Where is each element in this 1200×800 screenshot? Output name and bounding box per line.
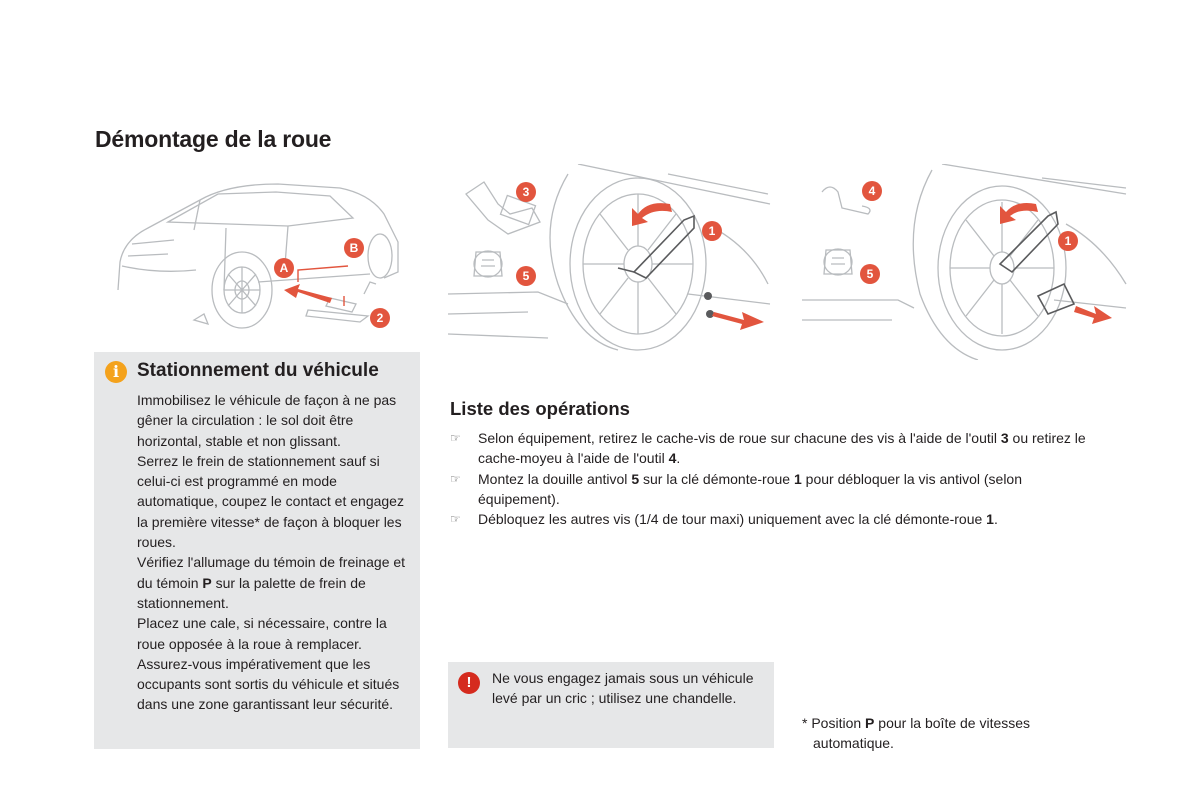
parking-body [137,390,417,715]
callout-3: 3 [522,185,530,199]
warning-icon: ! [458,672,480,694]
callout-5b: 5 [866,267,874,281]
info-icon: i [105,361,127,383]
parking-title: Stationnement du véhicule [137,360,379,381]
operation-item: ☞ Débloquez les autres vis (1/4 de tour maxi) uniquement avec la clé démonte-roue 1. [450,509,1100,529]
operations-title: Liste des opérations [450,398,630,419]
warning-text: Ne vous engagez jamais sous un véhicule levé par un cric ; utilisez une chandelle. [492,670,754,707]
operation-item: ☞ Selon équipement, retirez le cache-vis de roue sur chacune des vis à l'aide de l'outil 3 ou retirez le cache-moyeu à l'aide de l'outil 4. [450,430,1086,467]
wheel-cap-tool-illustration [448,164,773,354]
callout-1: 1 [708,224,716,238]
pointing-hand-icon: ☞ [450,431,461,445]
parking-paragraph: Immobilisez le véhicule de façon à ne pas gêner la circulation : le sol doit être horizontal, stable et non glissant. [137,392,397,449]
pointing-hand-icon: ☞ [450,471,461,486]
operation-item: ☞ Montez la douille antivol 5 sur la clé démonte-roue 1 pour débloquer la vis antivol (selon équipement). [450,470,1023,507]
car-jack-illustration [108,170,408,335]
callout-5: 5 [522,269,530,283]
warning-box [448,662,774,748]
callout-1b: 1 [1064,234,1072,248]
parking-paragraph: Assurez-vous impérativement que les occupants sont sortis du véhicule et situés dans une zone garantissant leur sécurité. [137,655,400,713]
parking-info-box [94,352,420,749]
footnote: * Position P pour la boîte de vitesses automatique. [802,715,1031,752]
callout-4: 4 [868,184,876,198]
callout-a: A [279,261,289,275]
operations-list [450,428,1100,529]
callout-2: 2 [376,311,384,325]
parking-paragraph: Placez une cale, si nécessaire, contre la roue opposée à la roue à remplacer. [137,615,387,652]
parking-paragraph: Vérifiez l'allumage du témoin de freinage et du témoin P sur la palette de frein de stationnement. [137,554,406,611]
parking-paragraph: Serrez le frein de stationnement sauf si celui-ci est programmé en mode automatique, coupez le contact et engagez la première vitesse* de façon à bloquer les roues. [137,452,404,551]
callout-b: B [349,241,359,255]
pointing-hand-icon: ☞ [450,512,461,527]
wheel-hub-tool-illustration [802,164,1128,360]
page-title: Démontage de la roue [95,126,332,152]
